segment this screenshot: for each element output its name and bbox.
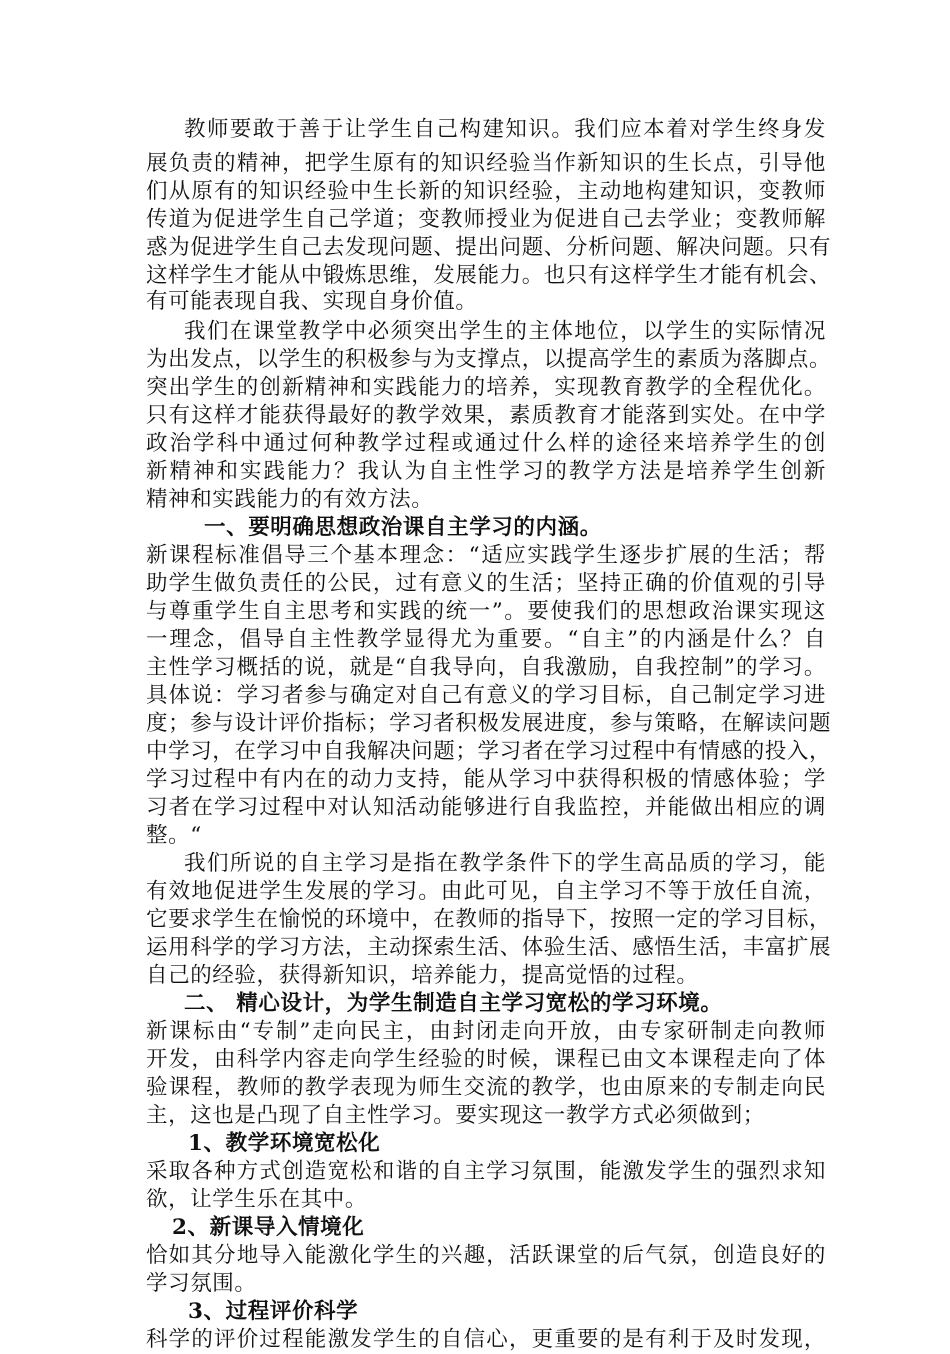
text-line: 开发，由科学内容走向学生经验的时候，课程已由文本课程走向了体 <box>146 1047 826 1072</box>
text-line: 恰如其分地导入能激化学生的兴趣，活跃课堂的后气氛，创造良好的 <box>146 1243 826 1268</box>
text-line: 我们在课堂教学中必须突出学生的主体地位，以学生的实际情况 <box>184 319 826 344</box>
text-line: 主，这也是凸现了自主性学习。要实现这一教学方式必须做到； <box>146 1103 765 1128</box>
text-line: 采取各种方式创造宽松和谐的自主学习氛围，能激发学生的强烈求知 <box>146 1159 826 1184</box>
section-heading: 2、新课导入情境化 <box>172 1215 365 1240</box>
section-heading: 3、过程评价科学 <box>188 1299 359 1324</box>
text-line: 学习过程中有内在的动力支持，能从学习中获得积极的情感体验；学 <box>146 767 826 792</box>
section-heading: 1、教学环境宽松化 <box>188 1131 381 1156</box>
text-line: 新课标由“专制”走向民主，由封闭走向开放，由专家研制走向教师 <box>146 1019 826 1044</box>
text-line: 它要求学生在愉悦的环境中，在教师的指导下，按照一定的学习目标， <box>146 907 832 932</box>
text-line: 展负责的精神，把学生原有的知识经验当作新知识的生长点，引导他 <box>146 151 826 176</box>
text-line: 中学习，在学习中自我解决问题；学习者在学习过程中有情感的投入， <box>146 739 832 764</box>
text-line: 为出发点，以学生的积极参与为支撑点，以提高学生的素质为落脚点。 <box>146 347 832 372</box>
text-line: 习者在学习过程中对认知活动能够进行自我监控，并能做出相应的调 <box>146 795 826 820</box>
text-line: 整。“ <box>146 823 202 848</box>
text-line: 惑为促进学生自己去发现问题、提出问题、分析问题、解决问题。只有 <box>146 235 832 260</box>
text-line: 运用科学的学习方法，主动探索生活、体验生活、感悟生活，丰富扩展 <box>146 935 832 960</box>
text-line: 新课程标准倡导三个基本理念：“适应实践学生逐步扩展的生活；帮 <box>146 543 826 568</box>
text-line: 欲，让学生乐在其中。 <box>146 1187 368 1212</box>
text-line: 只有这样才能获得最好的教学效果，素质教育才能落到实处。在中学 <box>146 403 826 428</box>
text-line: 们从原有的知识经验中生长新的知识经验，主动地构建知识，变教师 <box>146 179 826 204</box>
text-line: 学习氛围。 <box>146 1271 257 1296</box>
text-line: 度；参与设计评价指标；学习者积极发展进度，参与策略，在解读问题 <box>146 711 832 736</box>
text-line: 这样学生才能从中锻炼思维，发展能力。也只有这样学生才能有机会、 <box>146 263 832 288</box>
text-line: 政治学科中通过何种教学过程或通过什么样的途径来培养学生的创 <box>146 431 826 456</box>
text-line: 精神和实践能力的有效方法。 <box>146 487 434 512</box>
text-line: 有可能表现自我、实现自身价值。 <box>146 289 478 314</box>
text-line: 验课程，教师的教学表现为师生交流的教学，也由原来的专制走向民 <box>146 1075 826 1100</box>
text-line: 科学的评价过程能激发学生的自信心，更重要的是有利于及时发现， <box>146 1327 826 1352</box>
text-line: 新精神和实践能力？我认为自主性学习的教学方法是培养学生创新 <box>146 459 826 484</box>
text-line: 助学生做负责任的公民，过有意义的生活；坚持正确的价值观的引导 <box>146 571 826 596</box>
text-line: 与尊重学生自主思考和实践的统一”。要使我们的思想政治课实现这 <box>146 599 826 624</box>
text-line: 自己的经验，获得新知识，培养能力，提高觉悟的过程。 <box>146 963 699 988</box>
text-line: 突出学生的创新精神和实践能力的培养，实现教育教学的全程优化。 <box>146 375 826 400</box>
text-line: 传道为促进学生自己学道；变教师授业为促进自己去学业；变教师解 <box>146 207 826 232</box>
text-line: 主性学习概括的说，就是“自我导向，自我激励，自我控制”的学习。 <box>146 655 826 680</box>
text-line: 一理念，倡导自主性教学显得尤为重要。“自主”的内涵是什么？自 <box>146 627 826 652</box>
text-line: 具体说：学习者参与确定对自己有意义的学习目标，自己制定学习进 <box>146 683 826 708</box>
text-line: 教师要敢于善于让学生自己构建知识。我们应本着对学生终身发 <box>184 117 826 142</box>
text-line: 有效地促进学生发展的学习。由此可见，自主学习不等于放任自流， <box>146 879 826 904</box>
section-heading: 一、要明确思想政治课自主学习的内涵。 <box>204 515 602 540</box>
text-line: 我们所说的自主学习是指在教学条件下的学生高品质的学习，能 <box>184 851 826 876</box>
section-heading: 二、 精心设计，为学生制造自主学习宽松的学习环境。 <box>184 991 723 1016</box>
